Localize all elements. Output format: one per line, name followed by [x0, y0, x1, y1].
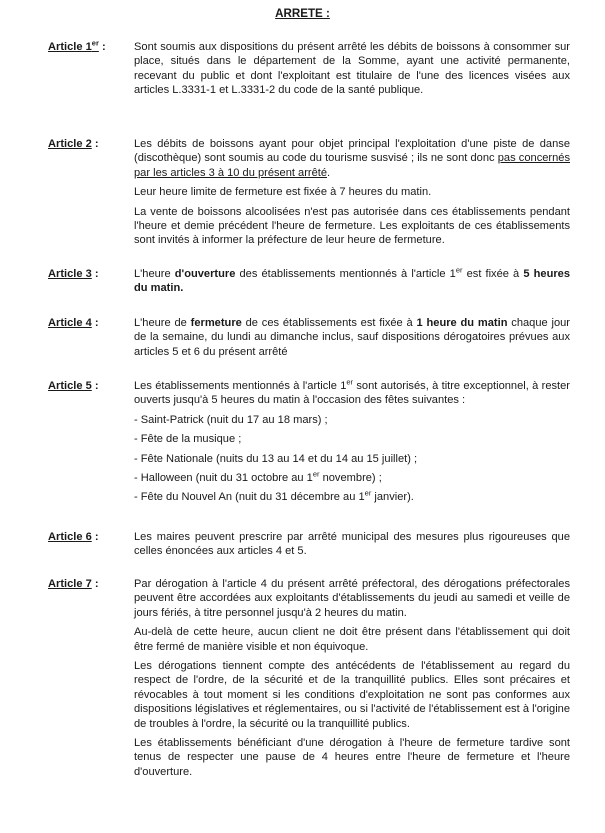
article-label: Article 5 : [48, 380, 99, 392]
article-5 [48, 379, 570, 505]
article-label: Article 2 : [48, 138, 99, 150]
article-label: Article 6 : [48, 531, 99, 543]
article-paragraph: Par dérogation à l'article 4 du présent arrêté préfectoral, des dérogations préfectorales peuvent être accordées aux exploitants d'établissements du jeudi au samedi et veille de jours fériés, à titre personnel jusqu'à 2 heures du matin. [134, 578, 570, 619]
article-body [134, 577, 570, 779]
article-paragraph: La vente de boissons alcoolisées n'est pas autorisée dans ces établissements pendant l'heure et demie précédent l'heure de fermeture. Les exploitants de ces établissements sont invités à informer la préfecture de leur heure de fermeture. [134, 205, 570, 247]
article-4 [48, 316, 570, 359]
article-paragraph: Les débits de boissons ayant pour objet principal l'exploitation d'une piste de danse (discothèque) sont soumis au code du tourisme susvisé ; ils ne sont donc pas concernés par les articles 3 à 10 du présent arrêté. [134, 138, 570, 179]
article-body [134, 267, 570, 296]
document-title: ARRETE : [275, 7, 330, 20]
article-paragraph: L'heure d'ouverture des établissements mentionnés à l'article 1er est fixée à 5 heures du matin. [134, 265, 571, 295]
list-item: - Saint-Patrick (nuit du 17 au 18 mars) ; [134, 413, 328, 426]
article-paragraph: Les maires peuvent prescrire par arrêté municipal des mesures plus rigoureuses que celles énoncées aux articles 4 et 5. [134, 531, 570, 558]
article-paragraph: Les établissements mentionnés à l'article 1er sont autorisés, à titre exceptionnel, à rester ouverts jusqu'à 5 heures du matin à l'occasion des fêtes suivantes : [134, 377, 570, 407]
article-6 [48, 530, 570, 559]
article-body [134, 40, 570, 98]
list-item: - Fête Nationale (nuits du 13 au 14 et du 14 au 15 juillet) ; [134, 452, 418, 465]
article-label: Article 4 : [48, 317, 99, 329]
article-7 [48, 577, 570, 779]
article-body [134, 379, 570, 505]
article-body [134, 137, 570, 248]
article-3 [48, 267, 570, 296]
article-paragraph: Les établissements bénéficiant d'une dérogation à l'heure de fermeture tardive sont tenus de respecter une pause de 4 heures entre l'heure de fermeture et l'heure d'ouverture. [134, 737, 570, 778]
article-label: Article 1er : [48, 38, 106, 53]
article-paragraph: Sont soumis aux dispositions du présent arrêté les débits de boissons à consommer sur place, situés dans le département de la Somme, ayant une activité permanente, recevant du public et dont l'exploitant est titulaire de l'une des licences visées aux articles L.3331-1 et L.3331-2 du code de la santé publique. [134, 41, 570, 97]
article-body [134, 530, 570, 559]
list-item: - Fête de la musique ; [134, 433, 242, 446]
article-label: Article 7 : [48, 578, 99, 590]
article-label: Article 3 : [48, 268, 99, 280]
article-2 [48, 137, 570, 248]
article-1 [48, 40, 570, 98]
article-paragraph: Leur heure limite de fermeture est fixée à 7 heures du matin. [134, 186, 432, 199]
article-body [134, 316, 570, 359]
list-item: - Halloween (nuit du 31 octobre au 1er novembre) ; [134, 469, 382, 485]
article-paragraph: Les dérogations tiennent compte des antécédents de l'établissement au regard du respect de l'ordre, de la sécurité et de la tranquillité publics. Elles sont précaires et révocables à tout moment si les conditions d'exploitation ne sont pas conformes aux dispositions législatives et réglementaires, ou si l'activité de l'établissement est à l'origine de troubles à l'ordre, la sécurité ou la tranquillité publics. [134, 660, 570, 730]
article-paragraph: L'heure de fermeture de ces établissements est fixée à 1 heure du matin chaque jour de la semaine, du lundi au dimanche inclus, sauf dispositions dérogatoires prévues aux articles 5 et 6 du présent arrêté [134, 317, 571, 358]
list-item: - Fête du Nouvel An (nuit du 31 décembre au 1er janvier). [134, 488, 414, 504]
article-paragraph: Au-delà de cette heure, aucun client ne doit être présent dans l'établissement qui doit être fermé de manière visible et non équivoque. [134, 626, 570, 653]
